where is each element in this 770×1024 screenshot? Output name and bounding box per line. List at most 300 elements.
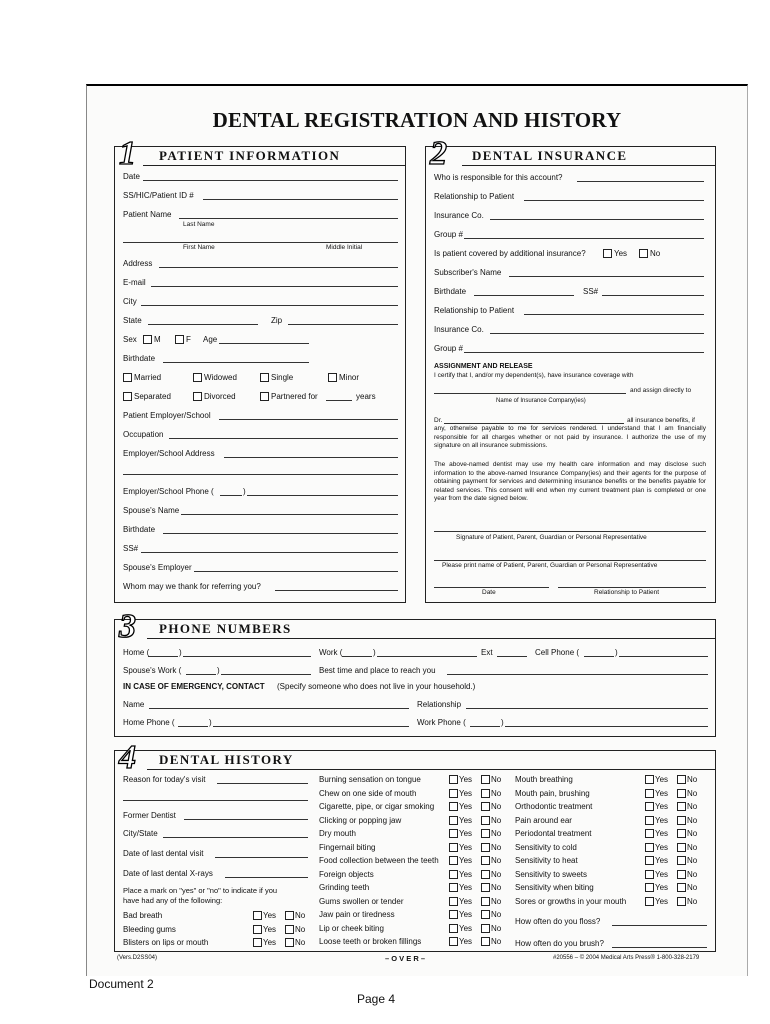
no-label: No xyxy=(491,842,502,852)
partnered-years-field[interactable] xyxy=(326,390,352,401)
signature-date-field[interactable] xyxy=(434,577,549,588)
section-header xyxy=(143,147,405,166)
yes-label: Yes xyxy=(459,910,473,919)
group-label: Group # xyxy=(434,230,463,239)
history-no-checkbox[interactable] xyxy=(481,775,490,784)
history-no-checkbox[interactable] xyxy=(285,911,294,920)
history-item xyxy=(319,935,511,949)
history-yes-checkbox[interactable] xyxy=(645,789,654,798)
emergency-relationship-label: Relationship xyxy=(417,700,462,709)
copyright-notice: #20556 – © 2004 Medical Arts Press® 1-800-328-2179 xyxy=(553,955,700,961)
history-item-label: Sores or growths in your mouth xyxy=(515,896,627,906)
history-no-checkbox[interactable] xyxy=(481,937,490,946)
date-label: Date xyxy=(123,172,140,181)
zip-field[interactable] xyxy=(288,314,398,325)
instructions-line-2: have had any of the following: xyxy=(123,896,223,905)
history-no-checkbox[interactable] xyxy=(481,816,490,825)
last-xrays-field[interactable] xyxy=(225,867,308,878)
relationship2-label: Relationship to Patient xyxy=(434,306,515,315)
yes-label: Yes xyxy=(459,775,473,784)
emergency-note: (Specify someone who does not live in your household.) xyxy=(277,682,476,691)
employer-phone-area-field[interactable] xyxy=(220,485,242,496)
spouse-birthdate-label: Birthdate xyxy=(123,525,156,534)
history-item-label: Mouth breathing xyxy=(515,775,573,784)
history-item-label: Burning sensation on tongue xyxy=(319,775,421,784)
additional-yes-checkbox[interactable] xyxy=(603,249,612,258)
history-no-checkbox[interactable] xyxy=(677,802,686,811)
history-no-checkbox[interactable] xyxy=(481,910,490,919)
age-field[interactable] xyxy=(219,333,309,344)
emergency-work-label: Work Phone ( xyxy=(417,718,466,727)
sex-m-label: M xyxy=(154,335,161,344)
history-item xyxy=(319,868,511,882)
history-item-label: Chew on one side of mouth xyxy=(319,788,417,798)
employer-field[interactable] xyxy=(219,409,398,420)
address-label: Address xyxy=(123,259,153,268)
history-no-checkbox[interactable] xyxy=(677,843,686,852)
emergency-home-area-field[interactable] xyxy=(178,716,208,727)
city-state-label: City/State xyxy=(123,829,158,838)
history-yes-checkbox[interactable] xyxy=(449,816,458,825)
reason-field-2[interactable] xyxy=(123,790,308,801)
section-heading: PATIENT INFORMATION xyxy=(159,148,341,163)
ext-label: Ext xyxy=(481,648,493,657)
ext-field[interactable] xyxy=(497,646,527,657)
former-dentist-field[interactable] xyxy=(184,809,308,820)
home-phone-field[interactable] xyxy=(183,646,311,657)
history-item xyxy=(319,814,511,828)
yes-label: Yes xyxy=(655,802,669,811)
insurance-co2-label: Insurance Co. xyxy=(434,325,484,334)
cell-area-field[interactable] xyxy=(584,646,614,657)
history-item-label: Food collection between the teeth xyxy=(319,856,439,865)
yes-label: Yes xyxy=(655,815,669,825)
best-time-field[interactable] xyxy=(447,664,708,675)
zip-label: Zip xyxy=(271,316,283,325)
history-yes-checkbox[interactable] xyxy=(449,802,458,811)
history-item-label: Sensitivity to heat xyxy=(515,856,578,865)
dr-label: Dr. xyxy=(434,417,443,424)
emergency-relationship-field[interactable] xyxy=(466,698,708,709)
history-no-checkbox[interactable] xyxy=(481,843,490,852)
floss-field[interactable] xyxy=(612,915,707,926)
additional-no-checkbox[interactable] xyxy=(639,249,648,258)
sex-m-checkbox[interactable] xyxy=(143,335,152,344)
history-yes-checkbox[interactable] xyxy=(645,775,654,784)
history-item-label: Jaw pain or tiredness xyxy=(319,910,395,919)
last-name-caption: Last Name xyxy=(183,221,215,228)
yes-label: Yes xyxy=(263,938,277,947)
history-no-checkbox[interactable] xyxy=(677,816,686,825)
history-no-checkbox[interactable] xyxy=(481,802,490,811)
close-paren: ) xyxy=(615,648,618,657)
state-field[interactable] xyxy=(148,314,258,325)
history-yes-checkbox[interactable] xyxy=(645,870,654,879)
subscriber-birthdate-field[interactable] xyxy=(474,285,574,296)
history-yes-checkbox[interactable] xyxy=(645,897,654,906)
signer-relationship-field[interactable] xyxy=(558,577,706,588)
no-label: No xyxy=(687,788,698,798)
years-label: years xyxy=(356,392,376,401)
phone-numbers-section xyxy=(114,608,716,737)
no-label: No xyxy=(687,896,698,906)
emergency-work-area-field[interactable] xyxy=(470,716,500,727)
history-no-checkbox[interactable] xyxy=(677,870,686,879)
section-number: 3 xyxy=(119,608,136,645)
first-name-caption: First Name xyxy=(183,244,215,251)
dental-insurance-section xyxy=(425,135,716,603)
history-item-label: Lip or cheek biting xyxy=(319,923,384,933)
history-item-label: Bleeding gums xyxy=(123,924,176,934)
disclosure-consent-text: The above-named dentist may use my health care information and may disclose such information to the above-named Insurance Company(ies) and their agents for the purpose of obtaining payment for services and determining insurance benefits or the benefits payable for related services. This consent will end when my current treatment plan is completed or one year from the date signed below. xyxy=(434,461,706,503)
history-no-checkbox[interactable] xyxy=(285,925,294,934)
no-label: No xyxy=(687,815,698,825)
middle-initial-caption: Middle Initial xyxy=(326,244,363,251)
history-yes-checkbox[interactable] xyxy=(449,789,458,798)
no-label: No xyxy=(491,856,502,865)
work-area-field[interactable] xyxy=(342,646,372,657)
spouse-work-label: Spouse's Work ( xyxy=(123,666,182,675)
spouse-work-field[interactable] xyxy=(221,664,311,675)
history-no-checkbox[interactable] xyxy=(677,789,686,798)
group2-field[interactable] xyxy=(464,342,704,353)
relationship-field[interactable] xyxy=(524,190,704,201)
dentist-name-field[interactable] xyxy=(444,413,624,424)
no-label: No xyxy=(491,802,502,811)
state-label: State xyxy=(123,316,142,325)
sex-label: Sex xyxy=(123,335,137,344)
no-label: No xyxy=(687,842,698,852)
history-item-label: Grinding teeth xyxy=(319,883,370,892)
history-no-checkbox[interactable] xyxy=(677,775,686,784)
city-state-field[interactable] xyxy=(163,827,308,838)
print-name-field[interactable] xyxy=(434,550,706,561)
history-yes-checkbox[interactable] xyxy=(449,924,458,933)
yes-label: Yes xyxy=(459,896,473,906)
yes-label: Yes xyxy=(655,869,669,879)
yes-label: Yes xyxy=(655,896,669,906)
history-no-checkbox[interactable] xyxy=(481,897,490,906)
subscriber-field[interactable] xyxy=(509,266,704,277)
section-header xyxy=(147,620,715,639)
birthdate-label: Birthdate xyxy=(434,287,467,296)
single-checkbox[interactable] xyxy=(260,373,269,382)
certify-text: I certify that I, and/or my dependent(s), have insurance coverage with xyxy=(434,372,634,379)
over-indicator: – O V E R – xyxy=(385,954,426,963)
history-no-checkbox[interactable] xyxy=(481,829,490,838)
history-item xyxy=(123,923,308,937)
history-no-checkbox[interactable] xyxy=(677,856,686,865)
history-item-label: Blisters on lips or mouth xyxy=(123,938,209,947)
last-xrays-label: Date of last dental X-rays xyxy=(123,869,213,878)
last-visit-label: Date of last dental visit xyxy=(123,849,204,858)
history-yes-checkbox[interactable] xyxy=(253,938,262,947)
version-code: (Vers.D2SS04) xyxy=(117,955,158,961)
section-header xyxy=(462,147,715,166)
no-label: No xyxy=(491,815,502,825)
separated-checkbox[interactable] xyxy=(123,392,132,401)
employer-phone-label: Employer/School Phone ( xyxy=(123,487,214,496)
work-phone-field[interactable] xyxy=(377,646,477,657)
history-no-checkbox[interactable] xyxy=(481,870,490,879)
history-item xyxy=(515,800,707,814)
ss-field[interactable] xyxy=(141,542,398,553)
employer-address-field[interactable] xyxy=(224,447,398,458)
widowed-checkbox[interactable] xyxy=(193,373,202,382)
employer-address-label: Employer/School Address xyxy=(123,449,215,458)
address-field[interactable] xyxy=(159,257,398,268)
history-no-checkbox[interactable] xyxy=(677,883,686,892)
emergency-home-field[interactable] xyxy=(213,716,409,727)
history-item xyxy=(319,922,511,936)
history-item xyxy=(319,827,511,841)
insurance-co2-field[interactable] xyxy=(490,323,704,334)
group-field[interactable] xyxy=(464,228,704,239)
history-item-label: Sensitivity when biting xyxy=(515,883,594,892)
history-item xyxy=(319,800,511,814)
history-item-label: Gums swollen or tender xyxy=(319,896,404,906)
history-no-checkbox[interactable] xyxy=(481,789,490,798)
close-paren: ) xyxy=(243,487,246,496)
patient-information-section xyxy=(114,135,406,603)
history-yes-checkbox[interactable] xyxy=(449,856,458,865)
yes-label: Yes xyxy=(459,829,473,838)
age-label: Age xyxy=(203,335,218,344)
employer-label: Patient Employer/School xyxy=(123,411,211,420)
page-label: Page 4 xyxy=(357,992,396,1006)
last-name-field[interactable] xyxy=(179,208,398,219)
first-name-field[interactable] xyxy=(123,232,398,243)
work-phone-label: Work ( xyxy=(319,648,343,657)
yes-label: Yes xyxy=(655,883,669,892)
employer-address-field-2[interactable] xyxy=(123,464,398,475)
yes-label: Yes xyxy=(459,869,473,879)
email-field[interactable] xyxy=(151,276,398,287)
yes-label: Yes xyxy=(263,924,277,934)
group2-label: Group # xyxy=(434,344,463,353)
signature-caption: Signature of Patient, Parent, Guardian or Personal Representative xyxy=(456,534,647,541)
ss-label: SS# xyxy=(583,287,599,296)
history-no-checkbox[interactable] xyxy=(677,897,686,906)
history-yes-checkbox[interactable] xyxy=(645,883,654,892)
section-header xyxy=(147,751,715,770)
history-yes-checkbox[interactable] xyxy=(253,925,262,934)
section-number: 2 xyxy=(430,135,447,172)
widowed-label: Widowed xyxy=(204,373,237,382)
ss-label: SS# xyxy=(123,544,139,553)
history-yes-checkbox[interactable] xyxy=(449,883,458,892)
divorced-label: Divorced xyxy=(204,392,236,401)
patient-id-field[interactable] xyxy=(203,189,398,200)
minor-label: Minor xyxy=(339,373,360,382)
relationship-caption: Relationship to Patient xyxy=(594,589,660,596)
print-name-caption: Please print name of Patient, Parent, Guardian or Personal Representative xyxy=(442,562,658,569)
history-item xyxy=(123,936,308,950)
married-checkbox[interactable] xyxy=(123,373,132,382)
former-dentist-label: Former Dentist xyxy=(123,811,176,820)
assign-directly-text: and assign directly to xyxy=(630,387,692,394)
history-yes-checkbox[interactable] xyxy=(449,910,458,919)
close-paren: ) xyxy=(501,718,504,727)
section-heading: DENTAL INSURANCE xyxy=(472,148,628,163)
responsible-label: Who is responsible for this account? xyxy=(434,173,563,182)
spouse-employer-label: Spouse's Employer xyxy=(123,563,192,572)
no-label: No xyxy=(491,896,502,906)
no-label: No xyxy=(491,910,502,919)
insurance-company-name-field[interactable] xyxy=(434,383,626,394)
spouse-birthdate-field[interactable] xyxy=(163,523,398,534)
history-item xyxy=(515,854,707,868)
referral-field[interactable] xyxy=(275,580,398,591)
best-time-label: Best time and place to reach you xyxy=(319,666,436,675)
history-item xyxy=(319,773,511,787)
history-no-checkbox[interactable] xyxy=(677,829,686,838)
history-yes-checkbox[interactable] xyxy=(449,775,458,784)
yes-label: Yes xyxy=(655,775,669,784)
history-item xyxy=(515,868,707,882)
document-label: Document 2 xyxy=(89,977,154,991)
dental-history-section xyxy=(114,739,716,952)
spouse-employer-field[interactable] xyxy=(194,561,398,572)
spouse-name-field[interactable] xyxy=(181,504,398,515)
occupation-label: Occupation xyxy=(123,430,164,439)
no-label: No xyxy=(491,829,502,838)
history-item-label: Mouth pain, brushing xyxy=(515,788,590,798)
city-label: City xyxy=(123,297,137,306)
yes-label: Yes xyxy=(459,883,473,892)
history-item-label: Bad breath xyxy=(123,911,163,920)
no-label: No xyxy=(687,802,698,811)
no-label: No xyxy=(295,924,306,934)
reason-field[interactable] xyxy=(217,773,308,784)
history-yes-checkbox[interactable] xyxy=(449,843,458,852)
email-label: E-mail xyxy=(123,278,146,287)
emergency-name-field[interactable] xyxy=(149,698,409,709)
subscriber-label: Subscriber's Name xyxy=(434,268,502,277)
history-item-label: Clicking or popping jaw xyxy=(319,815,402,825)
history-item-label: Periodontal treatment xyxy=(515,829,592,838)
emergency-work-field[interactable] xyxy=(505,716,708,727)
history-no-checkbox[interactable] xyxy=(481,856,490,865)
history-no-checkbox[interactable] xyxy=(481,883,490,892)
history-yes-checkbox[interactable] xyxy=(449,937,458,946)
insurance-co-label: Insurance Co. xyxy=(434,211,484,220)
history-yes-checkbox[interactable] xyxy=(449,897,458,906)
history-item xyxy=(515,827,707,841)
cell-phone-field[interactable] xyxy=(619,646,708,657)
home-phone-label: Home ( xyxy=(123,648,150,657)
city-field[interactable] xyxy=(141,295,398,306)
no-label: No xyxy=(687,869,698,879)
history-yes-checkbox[interactable] xyxy=(449,829,458,838)
no-label: No xyxy=(687,856,698,865)
employer-phone-field[interactable] xyxy=(247,485,398,496)
history-no-checkbox[interactable] xyxy=(285,938,294,947)
reason-label: Reason for today's visit xyxy=(123,775,206,784)
relationship2-field[interactable] xyxy=(524,304,704,315)
yes-label: Yes xyxy=(263,911,277,920)
partnered-label: Partnered for xyxy=(271,392,318,401)
last-visit-field[interactable] xyxy=(215,847,308,858)
no-label: No xyxy=(295,911,306,920)
close-paren: ) xyxy=(209,718,212,727)
history-item-label: Orthodontic treatment xyxy=(515,802,593,811)
history-item xyxy=(319,854,511,868)
scanned-form xyxy=(86,84,748,976)
history-yes-checkbox[interactable] xyxy=(253,911,262,920)
no-label: No xyxy=(491,883,502,892)
no-label: No xyxy=(491,775,502,784)
emergency-home-label: Home Phone ( xyxy=(123,718,175,727)
history-item xyxy=(319,908,511,922)
cell-phone-label: Cell Phone ( xyxy=(535,648,580,657)
history-no-checkbox[interactable] xyxy=(481,924,490,933)
assignment-title: ASSIGNMENT AND RELEASE xyxy=(434,363,533,370)
yes-label: Yes xyxy=(459,815,473,825)
financial-responsibility-text: any, otherwise payable to me for services rendered. I understand that I am financially responsible for all charges whether or not paid by insurance. I authorize the use of my signature on all insurance submissions. xyxy=(434,425,706,450)
birthdate-field[interactable] xyxy=(163,352,309,363)
no-label: No xyxy=(491,869,502,879)
history-yes-checkbox[interactable] xyxy=(645,802,654,811)
yes-label: Yes xyxy=(655,829,669,838)
single-label: Single xyxy=(271,373,294,382)
signature-field[interactable] xyxy=(434,521,706,532)
minor-checkbox[interactable] xyxy=(328,373,337,382)
history-yes-checkbox[interactable] xyxy=(645,843,654,852)
yes-label: Yes xyxy=(655,856,669,865)
history-item xyxy=(319,787,511,801)
home-area-field[interactable] xyxy=(148,646,178,657)
sex-f-checkbox[interactable] xyxy=(175,335,184,344)
responsible-field[interactable] xyxy=(577,171,704,182)
section-number: 1 xyxy=(119,135,136,172)
close-paren: ) xyxy=(217,666,220,675)
yes-label: Yes xyxy=(459,788,473,798)
history-item xyxy=(515,841,707,855)
date-field[interactable] xyxy=(143,170,398,181)
no-label: No xyxy=(650,249,661,258)
partnered-checkbox[interactable] xyxy=(260,392,269,401)
subscriber-ss-field[interactable] xyxy=(602,285,704,296)
history-yes-checkbox[interactable] xyxy=(645,816,654,825)
separated-label: Separated xyxy=(134,392,171,401)
spouse-work-area-field[interactable] xyxy=(186,664,216,675)
yes-label: Yes xyxy=(459,923,473,933)
yes-label: Yes xyxy=(655,788,669,798)
insurance-co-field[interactable] xyxy=(490,209,704,220)
divorced-checkbox[interactable] xyxy=(193,392,202,401)
history-item xyxy=(123,909,308,923)
history-item-label: Loose teeth or broken fillings xyxy=(319,937,422,946)
instructions-line-1: Place a mark on "yes" or "no" to indicate if you xyxy=(123,886,278,895)
history-yes-checkbox[interactable] xyxy=(645,856,654,865)
yes-label: Yes xyxy=(459,802,473,811)
brush-field[interactable] xyxy=(612,937,707,948)
birthdate-label: Birthdate xyxy=(123,354,156,363)
yes-label: Yes xyxy=(655,842,669,852)
relationship-label: Relationship to Patient xyxy=(434,192,515,201)
history-yes-checkbox[interactable] xyxy=(645,829,654,838)
all-benefits-text: all insurance benefits, if xyxy=(627,417,695,424)
name-of-insurance-caption: Name of Insurance Company(ies) xyxy=(496,398,586,404)
history-item xyxy=(319,895,511,909)
history-item-label: Fingernail biting xyxy=(319,842,376,852)
section-heading: PHONE NUMBERS xyxy=(159,621,292,636)
occupation-field[interactable] xyxy=(169,428,398,439)
history-yes-checkbox[interactable] xyxy=(449,870,458,879)
history-item-label: Sensitivity to sweets xyxy=(515,869,588,879)
yes-label: Yes xyxy=(459,856,473,865)
